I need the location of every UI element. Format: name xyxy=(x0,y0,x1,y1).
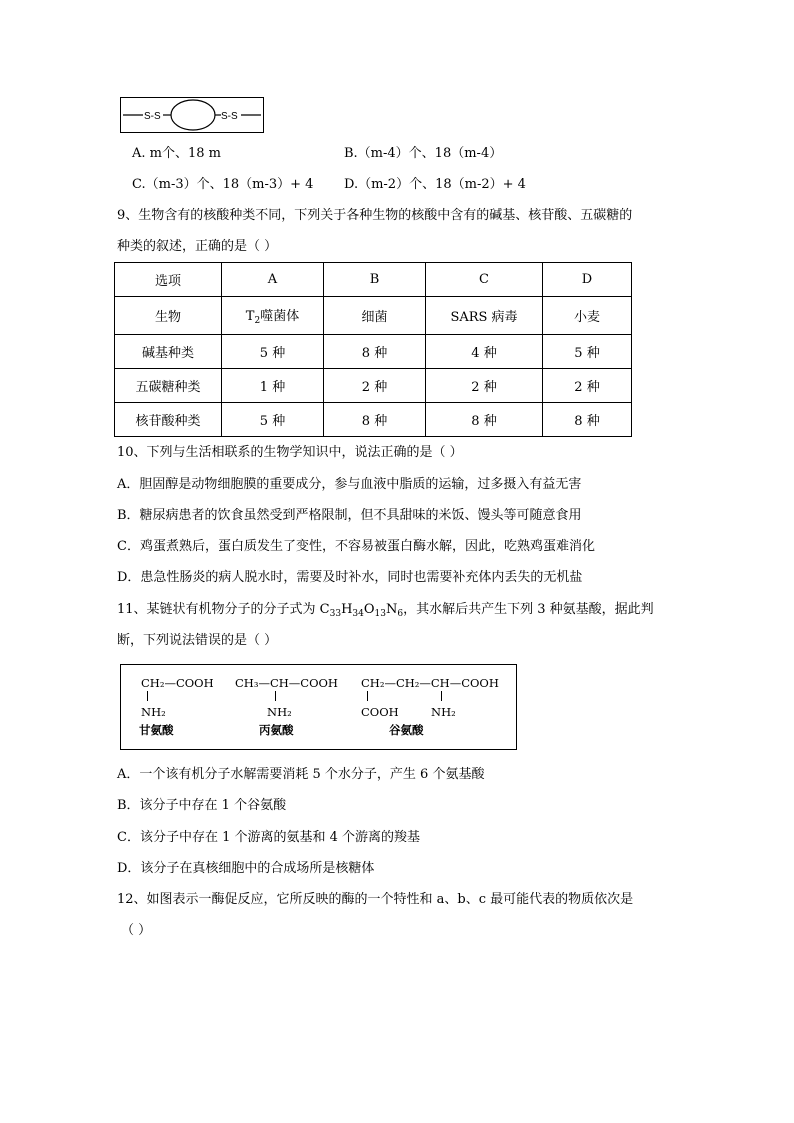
formula-c-subscript: 33 xyxy=(329,609,342,619)
table-row xyxy=(115,263,632,297)
q11-option-b[interactable]: B．该分子中存在 1 个谷氨酸 xyxy=(117,798,287,813)
table-header-cell: A xyxy=(222,263,324,297)
q9-stem-line1: 9、生物含有的核酸种类不同，下列关于各种生物的核酸中含有的碱基、核苷酸、五碳糖的 xyxy=(117,208,633,223)
q8-option-c[interactable]: C.（m-3）个、18（m-3）+ 4 xyxy=(132,177,314,192)
table-cell: 2 种 xyxy=(324,368,426,402)
disulfide-diagram xyxy=(120,97,264,133)
table-row xyxy=(115,297,632,335)
formula-n-subscript: 6 xyxy=(397,609,404,619)
glycine-name: 甘氨酸 xyxy=(139,723,174,737)
q11-option-a[interactable]: A．一个该有机分子水解需要消耗 5 个水分子，产生 6 个氨基酸 xyxy=(117,767,485,782)
glutamate-name: 谷氨酸 xyxy=(389,723,424,737)
formula-h-subscript: 34 xyxy=(352,609,364,619)
q11-stem-line1 xyxy=(117,601,654,623)
table-header-cell: 选项 xyxy=(115,263,222,297)
glycine-amino-group: NH₂ xyxy=(141,705,166,719)
glutamate-amino-group: NH₂ xyxy=(431,705,456,719)
q11-option-d[interactable]: D．该分子在真核细胞中的合成场所是核糖体 xyxy=(117,861,375,876)
formula-o-subscript: 13 xyxy=(374,609,386,619)
table-cell: 8 种 xyxy=(324,334,426,368)
q10-option-a[interactable]: A．胆固醇是动物细胞膜的重要成分，参与血液中脂质的运输，过多摄入有益无害 xyxy=(117,477,582,492)
table-cell: 2 种 xyxy=(543,368,632,402)
table-cell-t2-phage xyxy=(222,297,324,335)
q10-option-c[interactable]: C．鸡蛋煮熟后，蛋白质发生了变性，不容易被蛋白酶水解，因此，吃熟鸡蛋难消化 xyxy=(117,539,595,554)
table-row xyxy=(115,368,632,402)
table-cell: 5 种 xyxy=(222,334,324,368)
formula-n: N xyxy=(386,602,398,617)
q8-option-d[interactable]: D.（m-2）个、18（m-2）+ 4 xyxy=(344,177,526,192)
q10-stem: 10、下列与生活相联系的生物学知识中，说法正确的是（ ） xyxy=(117,445,463,460)
q11-stem-pre: 11、某链状有机物分子的分子式为 C xyxy=(117,602,330,617)
table-cell: 8 种 xyxy=(543,402,632,436)
table-cell-wheat: 小麦 xyxy=(543,297,632,335)
table-header-cell: C xyxy=(426,263,543,297)
table-cell: 5 种 xyxy=(543,334,632,368)
glutamate-formula: CH₂—CH₂—CH—COOH xyxy=(361,676,499,690)
table-cell: 5 种 xyxy=(222,402,324,436)
alanine-bond xyxy=(275,691,276,701)
table-row-label: 核苷酸种类 xyxy=(115,402,222,436)
table-cell: 8 种 xyxy=(426,402,543,436)
table-header-cell: D xyxy=(543,263,632,297)
table-row-label: 五碳糖种类 xyxy=(115,368,222,402)
q12-stem-line2: （ ） xyxy=(121,923,152,938)
table-cell: 4 种 xyxy=(426,334,543,368)
table-cell: 8 种 xyxy=(324,402,426,436)
table-cell: 1 种 xyxy=(222,368,324,402)
disulfide-diagram-svg xyxy=(121,98,263,132)
q11-option-c[interactable]: C．该分子中存在 1 个游离的氨基和 4 个游离的羧基 xyxy=(117,830,421,845)
q9-table xyxy=(114,262,632,437)
table-row xyxy=(115,334,632,368)
q9-stem-line2: 种类的叙述，正确的是（ ） xyxy=(117,239,278,254)
q11-stem-post: ，其水解后共产生下列 3 种氨基酸，据此判 xyxy=(403,602,654,617)
t2-letter: T xyxy=(245,308,255,324)
table-cell-bacteria: 细菌 xyxy=(324,297,426,335)
amino-acid-structures xyxy=(120,664,517,750)
q12-stem: 12、如图表示一酶促反应，它所反映的酶的一个特性和 a、b、c 最可能代表的物质依次是 xyxy=(117,892,634,907)
table-header-cell: B xyxy=(324,263,426,297)
left-ss-label: S-S xyxy=(144,111,161,122)
q8-option-a[interactable]: A. m个、18 m xyxy=(132,146,221,161)
formula-o: O xyxy=(363,602,375,617)
glutamate-carboxyl-group: COOH xyxy=(361,705,399,719)
table-row xyxy=(115,402,632,436)
table-row-label: 生物 xyxy=(115,297,222,335)
peptide-ring xyxy=(171,100,215,130)
glycine-formula: CH₂—COOH xyxy=(141,676,214,690)
q10-option-d[interactable]: D．患急性肠炎的病人脱水时，需要及时补水，同时也需要补充体内丢失的无机盐 xyxy=(117,570,583,585)
table-cell-sars: SARS 病毒 xyxy=(426,297,543,335)
right-ss-label: S-S xyxy=(221,111,238,122)
table-cell: 2 种 xyxy=(426,368,543,402)
q8-option-b[interactable]: B.（m-4）个、18（m-4） xyxy=(344,146,503,161)
glutamate-alpha-bond xyxy=(441,691,442,701)
t2-name: 噬菌体 xyxy=(260,308,300,324)
q11-stem-line2: 断，下列说法错误的是（ ） xyxy=(117,633,278,648)
alanine-name: 丙氨酸 xyxy=(259,723,294,737)
q10-option-b[interactable]: B．糖尿病患者的饮食虽然受到严格限制，但不具甜味的米饭、馒头等可随意食用 xyxy=(117,508,582,523)
alanine-formula: CH₃—CH—COOH xyxy=(235,676,338,690)
glutamate-side-bond xyxy=(367,691,368,701)
alanine-amino-group: NH₂ xyxy=(267,705,292,719)
glycine-bond xyxy=(147,691,148,701)
table-row-label: 碱基种类 xyxy=(115,334,222,368)
t2-subscript: 2 xyxy=(254,315,261,326)
formula-h: H xyxy=(341,602,353,617)
